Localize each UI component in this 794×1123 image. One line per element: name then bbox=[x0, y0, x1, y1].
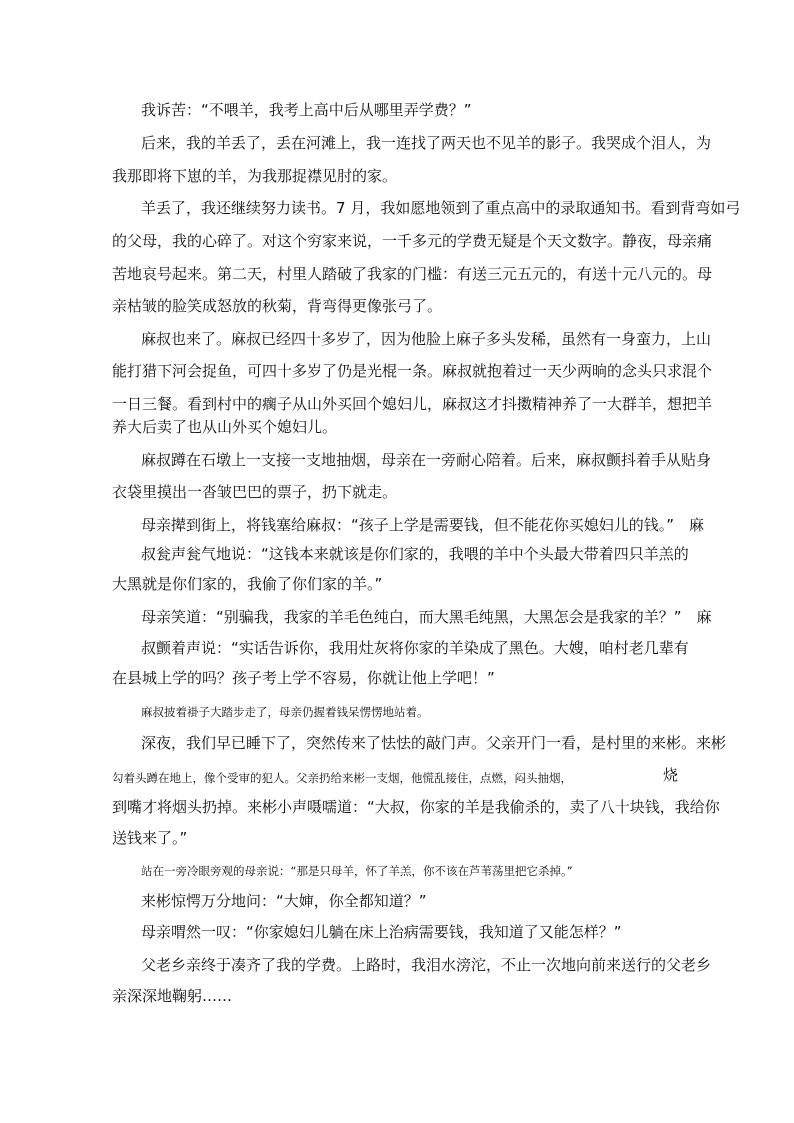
paragraph-line: 母亲喟然一叹：“你家媳妇儿躺在床上治病需要钱，我知道了又能怎样？” bbox=[141, 923, 622, 941]
paragraph-line bbox=[112, 361, 713, 381]
paragraph-line: 在县城上学的吗？孩子考上学不容易，你就让他上学吧！” bbox=[112, 669, 495, 687]
paragraph-line bbox=[112, 231, 713, 251]
paragraph-line: 亲枯皱的脸笑成怒放的秋菊，背弯得更像张弓了。 bbox=[112, 297, 443, 315]
paragraph-line: 来彬惊愕万分地问：“大婶，你全都知道？” bbox=[141, 892, 427, 910]
paragraph-line bbox=[141, 515, 705, 535]
line-text: 深夜，我们早已睡下了，突然传来了怯怯的敲门声。父亲开门一看，是村里的来彬。来彬 bbox=[141, 734, 727, 752]
paragraph-line bbox=[141, 450, 712, 470]
paragraph-line: 站在一旁冷眼旁观的母亲说：“那是只母羊，怀了羊羔，你不该在芦苇荡里把它杀掉。” bbox=[141, 864, 573, 878]
paragraph-line: 叔瓮声瓮气地说：“这钱本来就该是你们家的，我喂的羊中个头最大带着四只羊羔的 bbox=[141, 545, 689, 563]
paragraph-line bbox=[141, 133, 712, 153]
line-text: 麻叔蹲在石墩上一支接一支地抽烟，母亲在一旁耐心陪着。后来，麻叔颤抖着手从贴身 bbox=[141, 451, 712, 469]
line-text: 一日三餐。看到村中的瘸子从山外买回个媳妇儿，麻叔这才抖擞精神养了一大群羊，想把羊 bbox=[112, 395, 713, 413]
line-text: 能打猎下河会捉鱼，可四十多岁了仍是光棍一条。麻叔就抱着过一天少两晌的念头只求混个 bbox=[112, 362, 713, 380]
paragraph-line bbox=[141, 607, 712, 627]
paragraph-line bbox=[112, 797, 720, 817]
paragraph-line bbox=[141, 329, 712, 349]
line-text: 到嘴才将烟头扔掉。来彬小声嗫嚅道：“大叔，你家的羊是我偷杀的，卖了八十块钱，我给你 bbox=[112, 798, 720, 816]
paragraph-line bbox=[141, 955, 712, 975]
paragraph-line: 衣袋里摸出一沓皱巴巴的票子，扔下就走。 bbox=[112, 483, 398, 501]
line-text: 母亲笑道：“别骗我，我家的羊毛色纯白，而大黑毛纯黑，大黑怎会是我家的羊？” 麻 bbox=[141, 608, 712, 626]
line-text: 苦地哀号起来。第二天，村里人踏破了我家的门槛：有送三元五元的，有送十元八元的。母 bbox=[112, 265, 713, 283]
line-text: 羊丢了，我还继续努力读书。7 月，我如愿地领到了重点高中的录取通知书。看到背弯如弓 bbox=[141, 199, 741, 217]
paragraph-line: 麻叔披着褂子大踏步走了，母亲仍握着钱呆愣愣地站着。 bbox=[141, 705, 429, 719]
line-text: 麻叔也来了。麻叔已经四十多岁了，因为他脸上麻子多头发稀，虽然有一身蛮力，上山 bbox=[141, 330, 712, 348]
line-text: 的父母，我的心碎了。对这个穷家来说，一千多元的学费无疑是个天文数字。静夜，母亲痛 bbox=[112, 232, 713, 250]
paragraph-line: 大黑就是你们家的，我偷了你们家的羊。” bbox=[112, 575, 383, 593]
paragraph-line: 送钱来了。” bbox=[112, 829, 188, 847]
paragraph-line bbox=[112, 264, 713, 284]
paragraph-line: 养大后卖了也从山外买个媳妇儿。 bbox=[112, 418, 338, 436]
paragraph-line: 勾着头蹲在地上，像个受审的犯人。父亲扔给来彬一支烟，他慌乱接住，点燃，闷头抽烟， bbox=[112, 771, 572, 785]
line-text: 后来，我的羊丢了，丢在河滩上，我一连找了两天也不见羊的影子。我哭成个泪人，为 bbox=[141, 134, 712, 152]
line-text: 母亲撵到街上，将钱塞给麻叔：“孩子上学是需要钱，但不能花你买媳妇儿的钱。” 麻 bbox=[141, 516, 705, 534]
paragraph-line bbox=[141, 198, 741, 218]
paragraph-line bbox=[141, 733, 727, 753]
paragraph-line: 烧 bbox=[663, 766, 679, 784]
line-text: 父老乡亲终于凑齐了我的学费。上路时，我泪水滂沱，不止一次地向前来送行的父老乡 bbox=[141, 956, 712, 974]
paragraph-line: 我诉苦：“不喂羊，我考上高中后从哪里弄学费？” bbox=[141, 101, 472, 119]
paragraph-line bbox=[112, 394, 713, 414]
paragraph-line: 亲深深地鞠躬…… bbox=[112, 987, 233, 1005]
paragraph-line: 我那即将下崽的羊，为我那捉襟见肘的家。 bbox=[112, 167, 398, 185]
paragraph-line: 叔颤着声说：“实话告诉你，我用灶灰将你家的羊染成了黑色。大嫂，咱村老几辈有 bbox=[141, 639, 689, 657]
